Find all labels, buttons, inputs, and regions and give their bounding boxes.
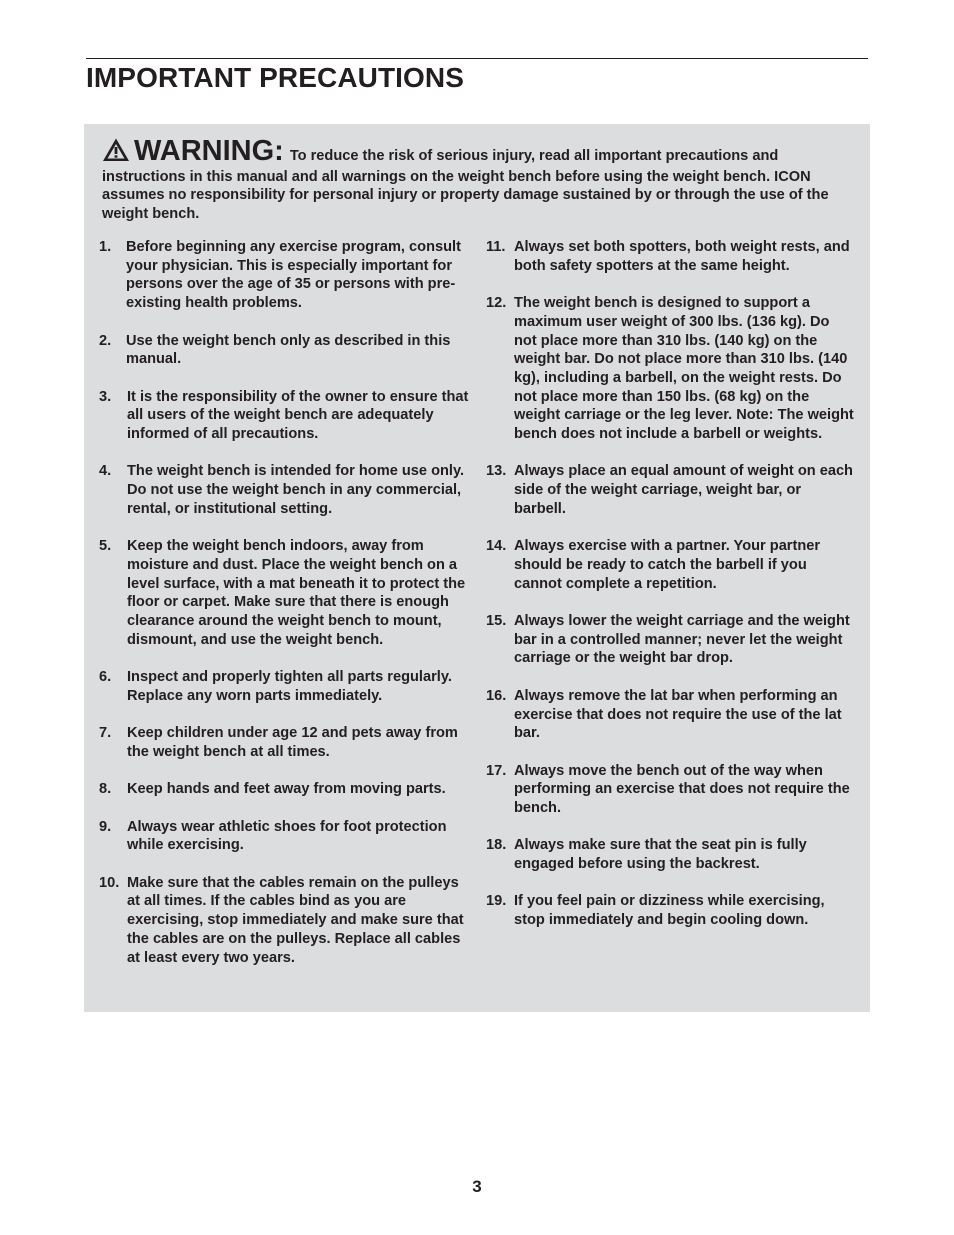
precaution-number: 17. xyxy=(486,762,507,779)
precaution-text: Always wear athletic shoes for foot protection while exercising. xyxy=(127,818,447,854)
precaution-item xyxy=(99,332,471,369)
precaution-number: 19. xyxy=(486,893,507,910)
precaution-number: 16. xyxy=(486,687,507,704)
precaution-text: Always move the bench out of the way when performing an exercise that does not require the bench. xyxy=(514,762,850,816)
page-number: 3 xyxy=(472,1177,482,1196)
warning-box xyxy=(84,124,870,1012)
precaution-number: 13. xyxy=(486,463,507,480)
precaution-number: 2. xyxy=(99,332,112,349)
precaution-item xyxy=(99,724,471,761)
precaution-number: 1. xyxy=(99,239,112,255)
precaution-number: 6. xyxy=(99,669,112,686)
precaution-number: 18. xyxy=(486,837,507,854)
precaution-item xyxy=(99,388,471,444)
warning-intro xyxy=(102,136,854,224)
precaution-item xyxy=(486,537,854,593)
precaution-text: Before beginning any exercise program, consult your physician. This is especially important for persons over the age of 35 or persons with pre-existing health problems. xyxy=(126,239,461,312)
precaution-text: Always make sure that the seat pin is fully engaged before using the backrest. xyxy=(514,837,807,873)
precaution-number: 12. xyxy=(486,295,507,312)
precaution-text: Inspect and properly tighten all parts regularly. Replace any worn parts immediately. xyxy=(127,669,452,704)
precaution-item xyxy=(99,818,471,855)
precaution-number: 4. xyxy=(99,463,112,480)
precaution-item xyxy=(99,537,471,649)
precaution-text: Always remove the lat bar when performing an exercise that does not require the use of the lat bar. xyxy=(514,687,842,742)
precaution-item xyxy=(99,874,471,968)
top-rule xyxy=(86,58,868,59)
precaution-text: Keep children under age 12 and pets away from the weight bench at all times. xyxy=(127,725,458,760)
precaution-item xyxy=(486,836,854,873)
precaution-number: 9. xyxy=(99,818,112,835)
precaution-text: If you feel pain or dizziness while exercising, stop immediately and begin cooling down. xyxy=(514,893,825,929)
precaution-item xyxy=(486,892,854,929)
precaution-number: 15. xyxy=(486,613,507,629)
warning-intro-text: To reduce the risk of serious injury, read all important precautions and instructions in this manual and all warnings on the weight bench before using the weight bench. ICON assumes no responsibility for personal injury or property damage sustained by or through the use of the weight bench. xyxy=(102,148,829,223)
precaution-item xyxy=(486,238,854,275)
precaution-item xyxy=(99,462,471,518)
precaution-text: Use the weight bench only as described in this manual. xyxy=(126,332,451,368)
precaution-number: 8. xyxy=(99,781,112,798)
precaution-text: Always lower the weight carriage and the weight bar in a controlled manner; never let the weight carriage or the weight bar drop. xyxy=(514,613,850,667)
precaution-text: Make sure that the cables remain on the pulleys at all times. If the cables bind as you are exercising, stop immediately and make sure that the cables are on the pulleys. Replace all cables at least every two years. xyxy=(127,874,464,966)
precautions-left-column xyxy=(99,238,471,986)
precaution-item xyxy=(486,612,854,668)
precautions-right-column xyxy=(486,238,854,949)
precaution-text: Always set both spotters, both weight rests, and both safety spotters at the same height. xyxy=(514,239,850,274)
warning-label: WARNING: xyxy=(134,135,284,167)
precaution-text: Always place an equal amount of weight on each side of the weight carriage, weight bar, or barbell. xyxy=(514,463,853,517)
precaution-item xyxy=(99,238,471,313)
precaution-number: 3. xyxy=(99,388,112,405)
precaution-text: The weight bench is intended for home use only. Do not use the weight bench in any commercial, rental, or institutional setting. xyxy=(127,463,465,517)
precaution-item xyxy=(99,780,471,799)
precaution-item xyxy=(486,294,854,444)
precaution-item xyxy=(99,668,471,705)
precaution-number: 7. xyxy=(99,725,112,742)
precaution-text: Always exercise with a partner. Your partner should be ready to catch the barbell if you cannot complete a repetition. xyxy=(514,538,821,592)
precaution-text: Keep hands and feet away from moving parts. xyxy=(127,781,446,798)
precaution-number: 10. xyxy=(99,874,120,891)
precaution-item xyxy=(486,687,854,743)
precaution-number: 5. xyxy=(99,538,112,555)
precaution-text: Keep the weight bench indoors, away from moisture and dust. Place the weight bench on a level surface, with a mat beneath it to protect the floor or carpet. Make sure that there is enough clearance around the weight bench to mount, dismount, and use the weight bench. xyxy=(127,538,466,648)
precaution-number: 14. xyxy=(486,538,507,555)
precaution-text: It is the responsibility of the owner to ensure that all users of the weight bench are adequately informed of all precautions. xyxy=(127,388,469,442)
page-title: IMPORTANT PRECAUTIONS xyxy=(86,62,465,93)
precaution-number: 11. xyxy=(486,239,506,255)
precaution-text: The weight bench is designed to support a maximum user weight of 300 lbs. (136 kg). Do not place more than 310 lbs. (140 kg) on the weight bar. Do not place more than 310 lbs. (140 kg), including a barbell, on the weight rests. Do not place more than 150 lbs. (68 kg) on the weight carriage or the leg lever. Note: The weight bench does not include a barbell or weights. xyxy=(514,295,854,443)
precaution-item xyxy=(486,462,854,518)
precaution-item xyxy=(486,762,854,818)
warning-triangle-icon xyxy=(102,137,130,168)
